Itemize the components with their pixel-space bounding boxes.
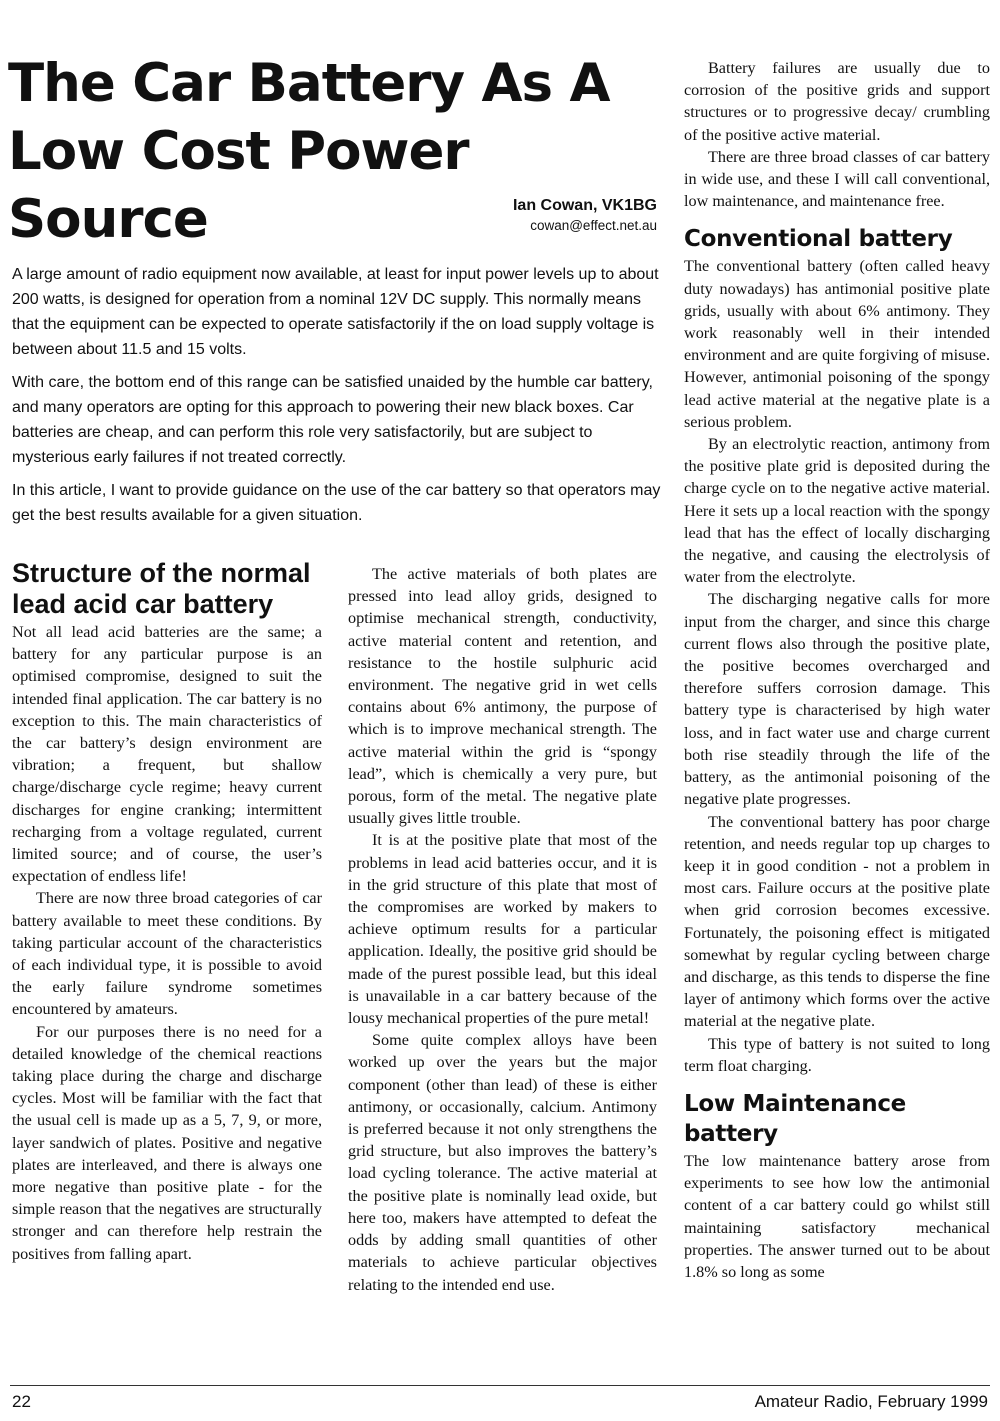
body-paragraph: Some quite complex alloys have been worked up over the years but the major component (other than lead) of these is either antimony, or occasionally, calcium. Antimony is preferred because it not only strengthens the grid structure, but also improves the battery’s load cycling tolerance. The active material at the positive plate is nominally lead oxide, but here too, makers have attempted to defeat the odds by adding small quantities of other materials to achieve particular objectives relating to the intended end use.: [348, 1031, 657, 1294]
body-paragraph: The active materials of both plates are pressed into lead alloy grids, designed to optimise mechanical strength, conductivity, active material content and retention, and resistance to the hostile sulphuric acid environment. The negative grid in wet cells contains about 6% antimony, the purpose of which is to improve mechanical strength. The active material within the grid is “spongy lead”, which is chemically a very pure, but porous, form of the metal. The negative plate usually gives little trouble.: [348, 565, 657, 828]
author-name: Ian Cowan, VK1BG: [512, 197, 657, 214]
section-heading-conventional: Conventional battery: [684, 226, 953, 253]
column-left: [12, 558, 322, 1265]
body-paragraph: Battery failures are usually due to corrosion of the positive grids and support structures or to progressive decay/ crumbling of the positive active material.: [684, 59, 990, 144]
column-middle: [348, 563, 657, 1296]
body-paragraph: The discharging negative calls for more input from the charger, and since this charge current flows also through the positive plate, the positive becomes overcharged and therefore suffers corrosion damage. This battery type is characterised by high water loss, and in fact water use and charge current both rise steadily through the life of the battery, as the antimonial poisoning of the negative plate progresses.: [684, 590, 990, 809]
intro-paragraph: A large amount of radio equipment now available, at least for input power levels up to about 200 watts, is designed for operation from a nominal 12V DC supply. This normally means that the equipment can be expected to operate satisfactorily if the on load supply voltage is between about 11.5 and 15 volts.: [12, 266, 659, 358]
column-right: [684, 57, 990, 1283]
intro-paragraph: In this article, I want to provide guidance on the use of the car battery so that operators may get the best results available for a given situation.: [12, 482, 661, 524]
section-heading-low-maintenance: Low Maintenance battery: [684, 1090, 906, 1147]
body-paragraph: It is at the positive plate that most of the problems in lead acid batteries occur, and it is in the grid structure of this plate that most of the compromises are worked by makers to achieve optimum results for a particular application. Ideally, the positive grid should be made of the purest possible lead, but this ideal is unavailable in a car battery because of the lousy mechanical properties of the pure metal!: [348, 831, 657, 1028]
author-email: cowan@effect.net.au: [530, 218, 657, 233]
body-paragraph: There are three broad classes of car battery in wide use, and these I will call conventional, low maintenance, and maintenance free.: [684, 147, 990, 211]
byline: [513, 196, 657, 236]
page-number: 22: [12, 1392, 31, 1411]
title-line-1: The Car Battery As A: [8, 53, 610, 114]
body-paragraph: The low maintenance battery arose from experiments to see how low the antimonial content of a car battery could go whilst still maintaining satisfactory mechanical properties. The answer turned out to be about 1.8% so long as some: [684, 1151, 990, 1281]
body-paragraph: Not all lead acid batteries are the same; a battery for any particular purpose is an optimised compromise, designed to suit the intended final application. The car battery is no exception to this. The main characteristics of the car battery’s design environment are vibration; a frequent, but shallow charge/discharge cycle regime; heavy current discharges for engine cranking; intermittent recharging from a voltage regulated, current limited source; and of course, the user’s expectation of endless life!: [12, 623, 322, 886]
body-paragraph: For our purposes there is no need for a detailed knowledge of the chemical reactions taking place during the charge and discharge cycles. Most will be familiar with the fact that the usual cell is made up as a 5, 7, 9, or more, layer sandwich of plates. Positive and negative plates are interleaved, and there is always one more negative than positive plate - for the simple reason that the negatives are structurally stronger and can therefore help restrain the positives from falling apart.: [12, 1022, 322, 1263]
body-paragraph: The conventional battery has poor charge retention, and needs regular top up charges to keep it in good condition - not a problem in most cars. Failure occurs at the positive plate when grid corrosion becomes excessive. Fortunately, the poisoning effect is mitigated somewhat by regular cycling between charge and discharge, as this tends to disperse the fine layer of antimony which forms over the active material at the negative plate.: [684, 812, 990, 1031]
title-line-2: Low Cost Power Source: [8, 121, 469, 250]
section-heading-structure: Structure of the normal lead acid car battery: [12, 558, 311, 619]
body-paragraph: By an electrolytic reaction, antimony from the positive plate grid is deposited during the charge cycle on to the negative active material. Here it sets up a local reaction with the spongy lead that has the effect of locally discharging the negative, and causing the electrolysis of water from the electrolyte.: [684, 435, 990, 587]
body-paragraph: There are now three broad categories of car battery available to meet these conditions. By taking particular account of the characteristics of each individual type, it is possible to avoid the early failure syndrome sometimes encountered by amateurs.: [12, 889, 322, 1019]
body-paragraph: The conventional battery (often called heavy duty nowadays) has antimonial positive plate grids, usually with about 6% antimony. They work reasonably well in their intended environment and are quite forgiving of misuse. However, antimonial poisoning of the spongy lead active material at the negative plate is a serious problem.: [684, 257, 990, 431]
intro-paragraph: With care, the bottom end of this range can be satisfied unaided by the humble car battery, and many operators are opting for this approach to powering their new black boxes. Car batteries are cheap, and can perform this role very satisfactorily, but are subject to mysterious early failures if not treated correctly.: [12, 374, 653, 466]
body-paragraph: This type of battery is not suited to long term float charging.: [684, 1034, 990, 1075]
journal-issue: Amateur Radio, February 1999: [754, 1392, 988, 1411]
intro-text: [12, 262, 662, 536]
footer-divider: [10, 1385, 990, 1386]
